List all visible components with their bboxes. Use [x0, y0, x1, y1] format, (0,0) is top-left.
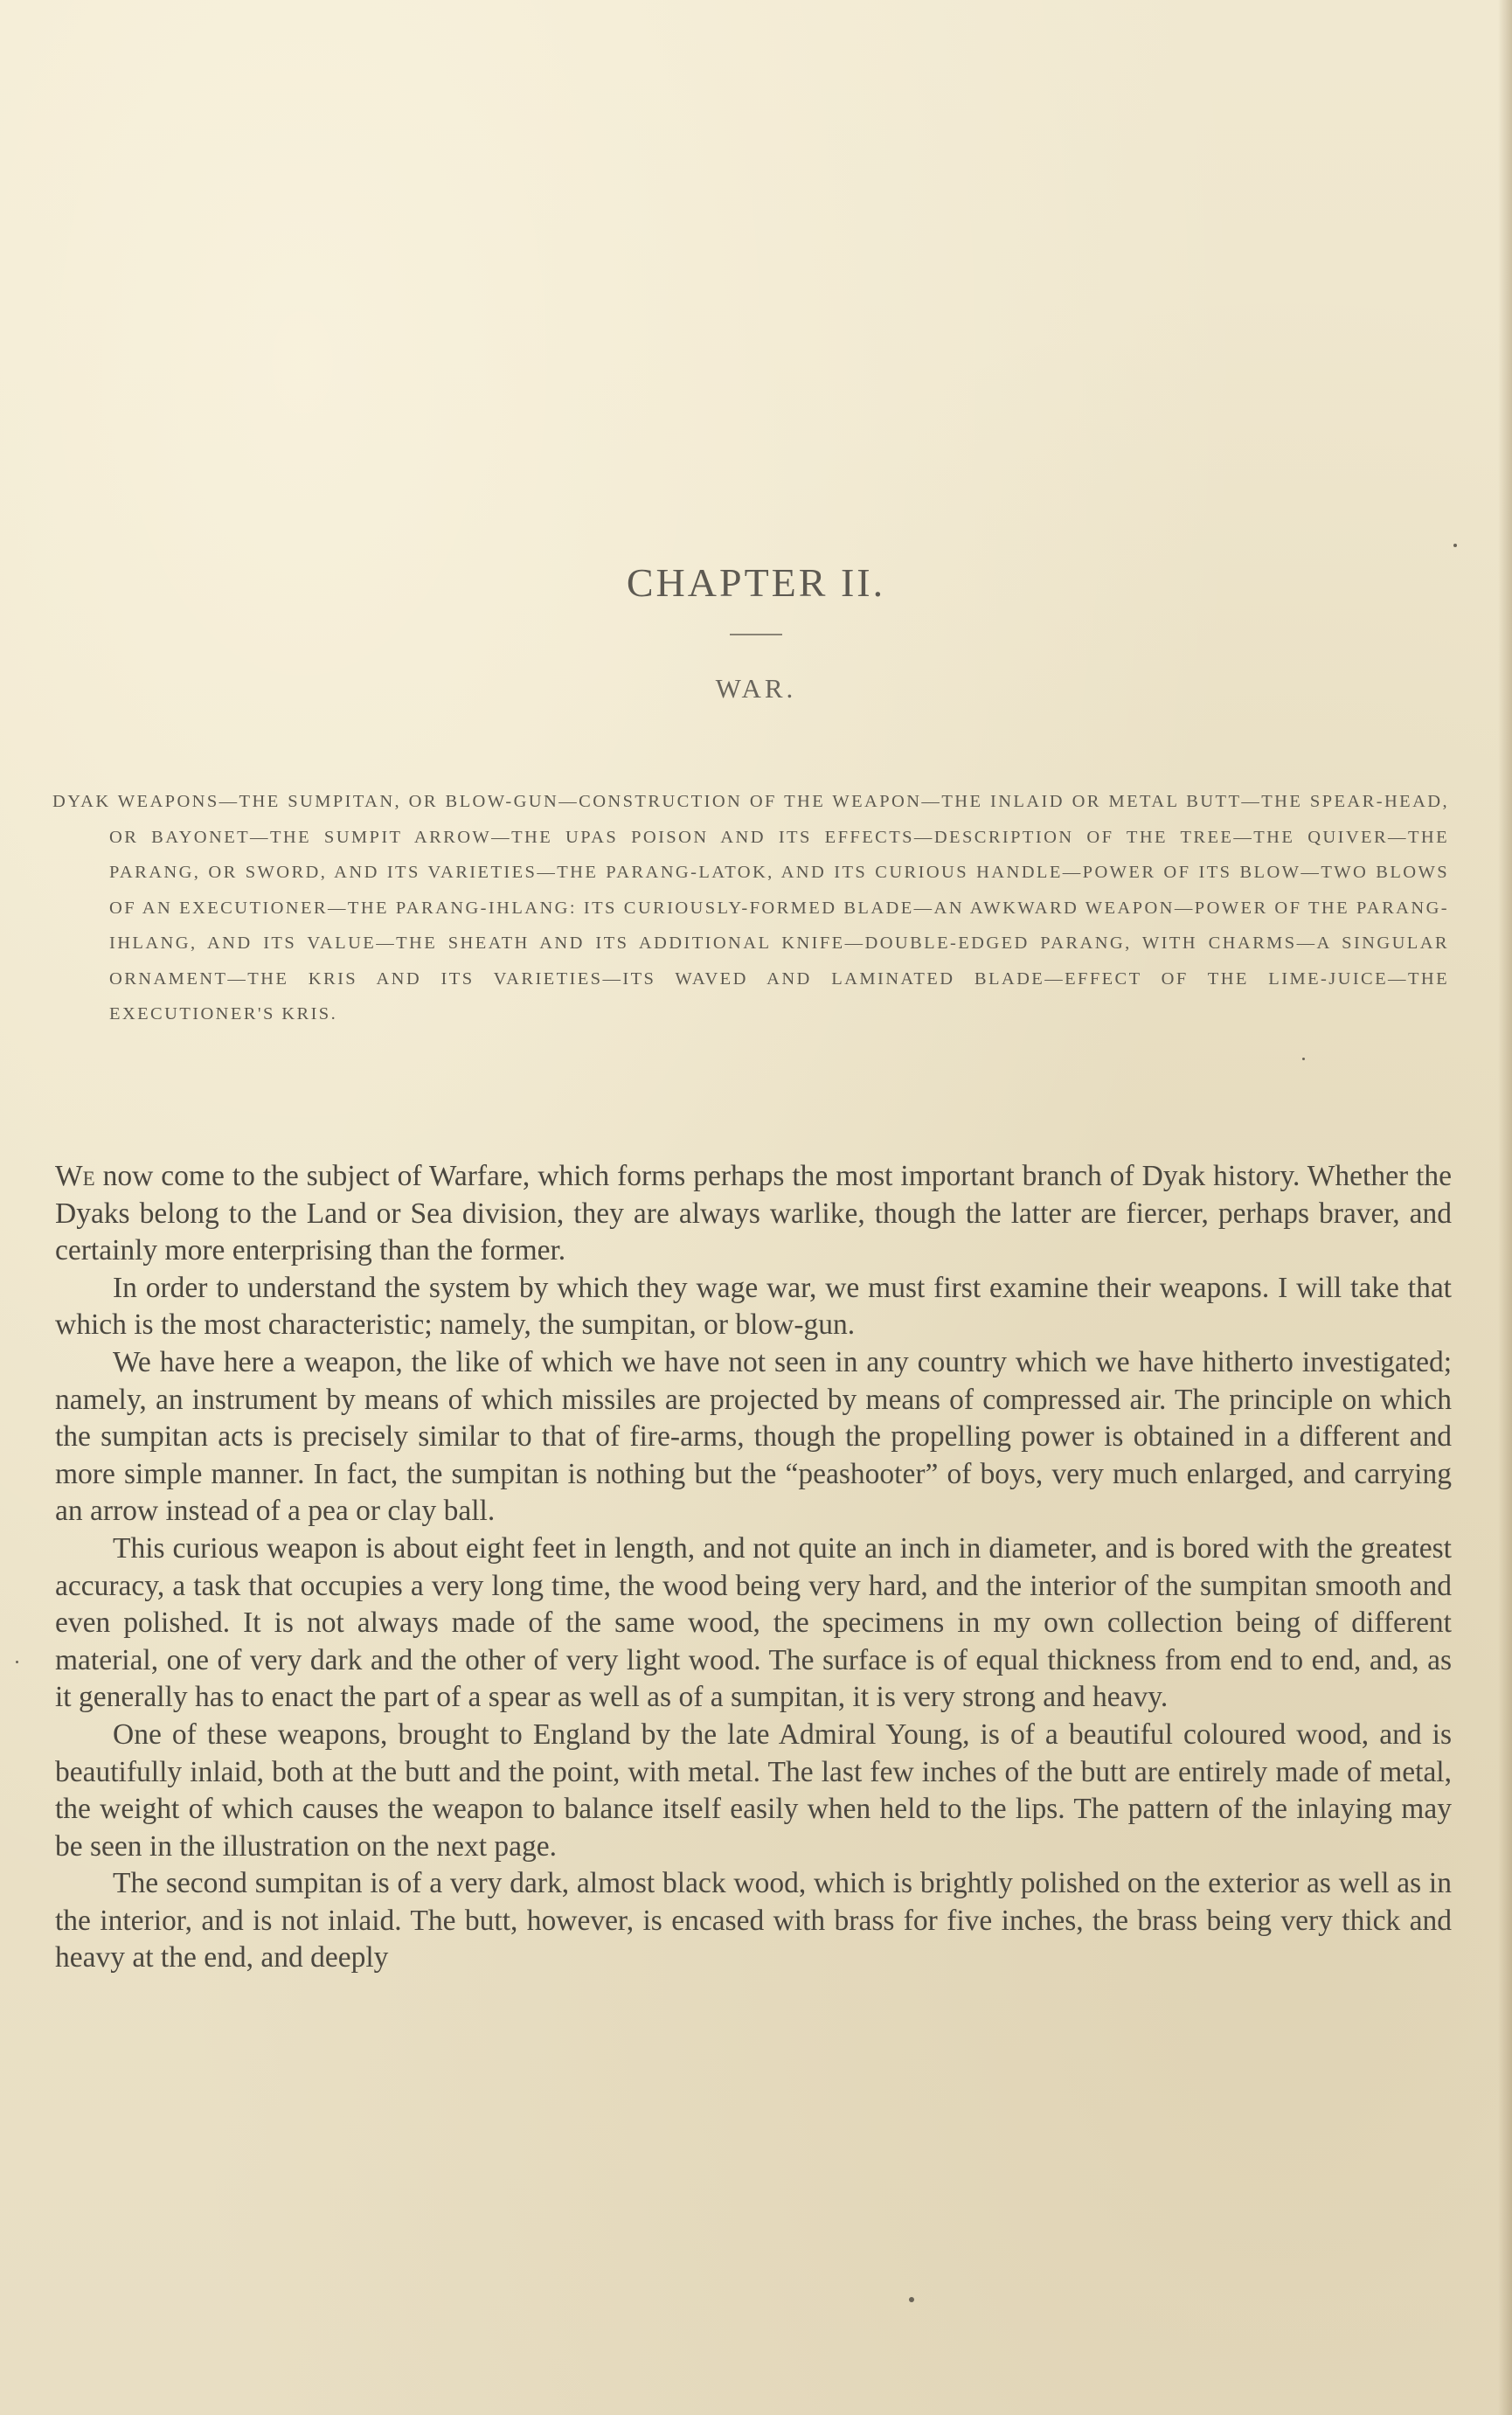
- paragraph-1-text: now come to the subject of Warfare, which forms perhaps the most important branch of Dyak history. Whether the Dyaks belong to the Land or Sea division, they are always warlike, though the latter are fiercer, perhaps braver, and certainly more enterprising than the former.: [55, 1160, 1452, 1267]
- paper-speck: [1453, 544, 1457, 547]
- section-title: WAR.: [715, 673, 797, 704]
- paper-speck: [1302, 1058, 1305, 1060]
- paragraph-1: [55, 1158, 1452, 1270]
- paragraph-1-lead: We: [55, 1160, 95, 1192]
- paper-speck: [16, 1661, 18, 1663]
- paragraph-6: The second sumpitan is of a very dark, almost black wood, which is brightly polished on the exterior as well as in the interior, and is not inlaid. The butt, however, is encased with brass for five inches, the brass being very thick and heavy at the end, and deeply: [55, 1867, 1452, 1974]
- paragraph-4: This curious weapon is about eight feet in length, and not quite an inch in diameter, and is bored with the greatest accuracy, a task that occupies a very long time, the wood being very hard, and the interior of the sumpitan smooth and even polished. It is not always made of the same wood, the specimens in my own collection being of different material, one of very dark and the other of very light wood. The surface is of equal thickness from end to end, and, as it generally has to enact the part of a spear as well as of a sumpitan, it is very strong and heavy.: [55, 1531, 1452, 1714]
- paragraph-2: In order to understand the system by which they wage war, we must first examine their weapons. I will take that which is the most characteristic; namely, the sumpitan, or blow-gun.: [55, 1271, 1452, 1342]
- paper-speck: [909, 2297, 914, 2302]
- paragraph-5: One of these weapons, brought to England by the late Admiral Young, is of a beautiful coloured wood, and is beautifully inlaid, both at the butt and the point, with metal. The last few inches of the butt are entirely made of metal, the weight of which causes the weapon to balance itself easily when held to the lips. The pattern of the inlaying may be seen in the illustration on the next page.: [55, 1718, 1452, 1863]
- body-text: [55, 1158, 1452, 1977]
- page-edge-shadow: [1498, 0, 1512, 2415]
- chapter-synopsis: DYAK WEAPONS—THE SUMPITAN, OR BLOW-GUN—CONSTRUCTION OF THE WEAPON—THE INLAID OR METAL BUTT—THE SPEAR-HEAD, OR BAYONET—THE SUMPIT ARROW—THE UPAS POISON AND ITS EFFECTS—DESCRIPTION OF THE TREE—THE QUIVER—THE PARANG, OR SWORD, AND ITS VARIETIES—THE PARANG-LATOK, AND ITS CURIOUS HANDLE—POWER OF ITS BLOW—TWO BLOWS OF AN EXECUTIONER—THE PARANG-IHLANG: ITS CURIOUSLY-FORMED BLADE—AN AWKWARD WEAPON—POWER OF THE PARANG-IHLANG, AND ITS VALUE—THE SHEATH AND ITS ADDITIONAL KNIFE—DOUBLE-EDGED PARANG, WITH CHARMS—A SINGULAR ORNAMENT—THE KRIS AND ITS VARIETIES—ITS WAVED AND LAMINATED BLADE—EFFECT OF THE LIME-JUICE—THE EXECUTIONER'S KRIS.: [52, 792, 1449, 1024]
- chapter-title: CHAPTER II.: [626, 560, 886, 605]
- title-divider: [730, 634, 782, 635]
- paragraph-3: We have here a weapon, the like of which we have not seen in any country which we have hitherto investigated; namely, an instrument by means of which missiles are projected by means of compressed air. The principle on which the sumpitan acts is precisely similar to that of fire-arms, though the propelling power is obtained in a different and more simple manner. In fact, the sumpitan is nothing but the “peashooter” of boys, very much enlarged, and carrying an arrow instead of a pea or clay ball.: [55, 1345, 1452, 1528]
